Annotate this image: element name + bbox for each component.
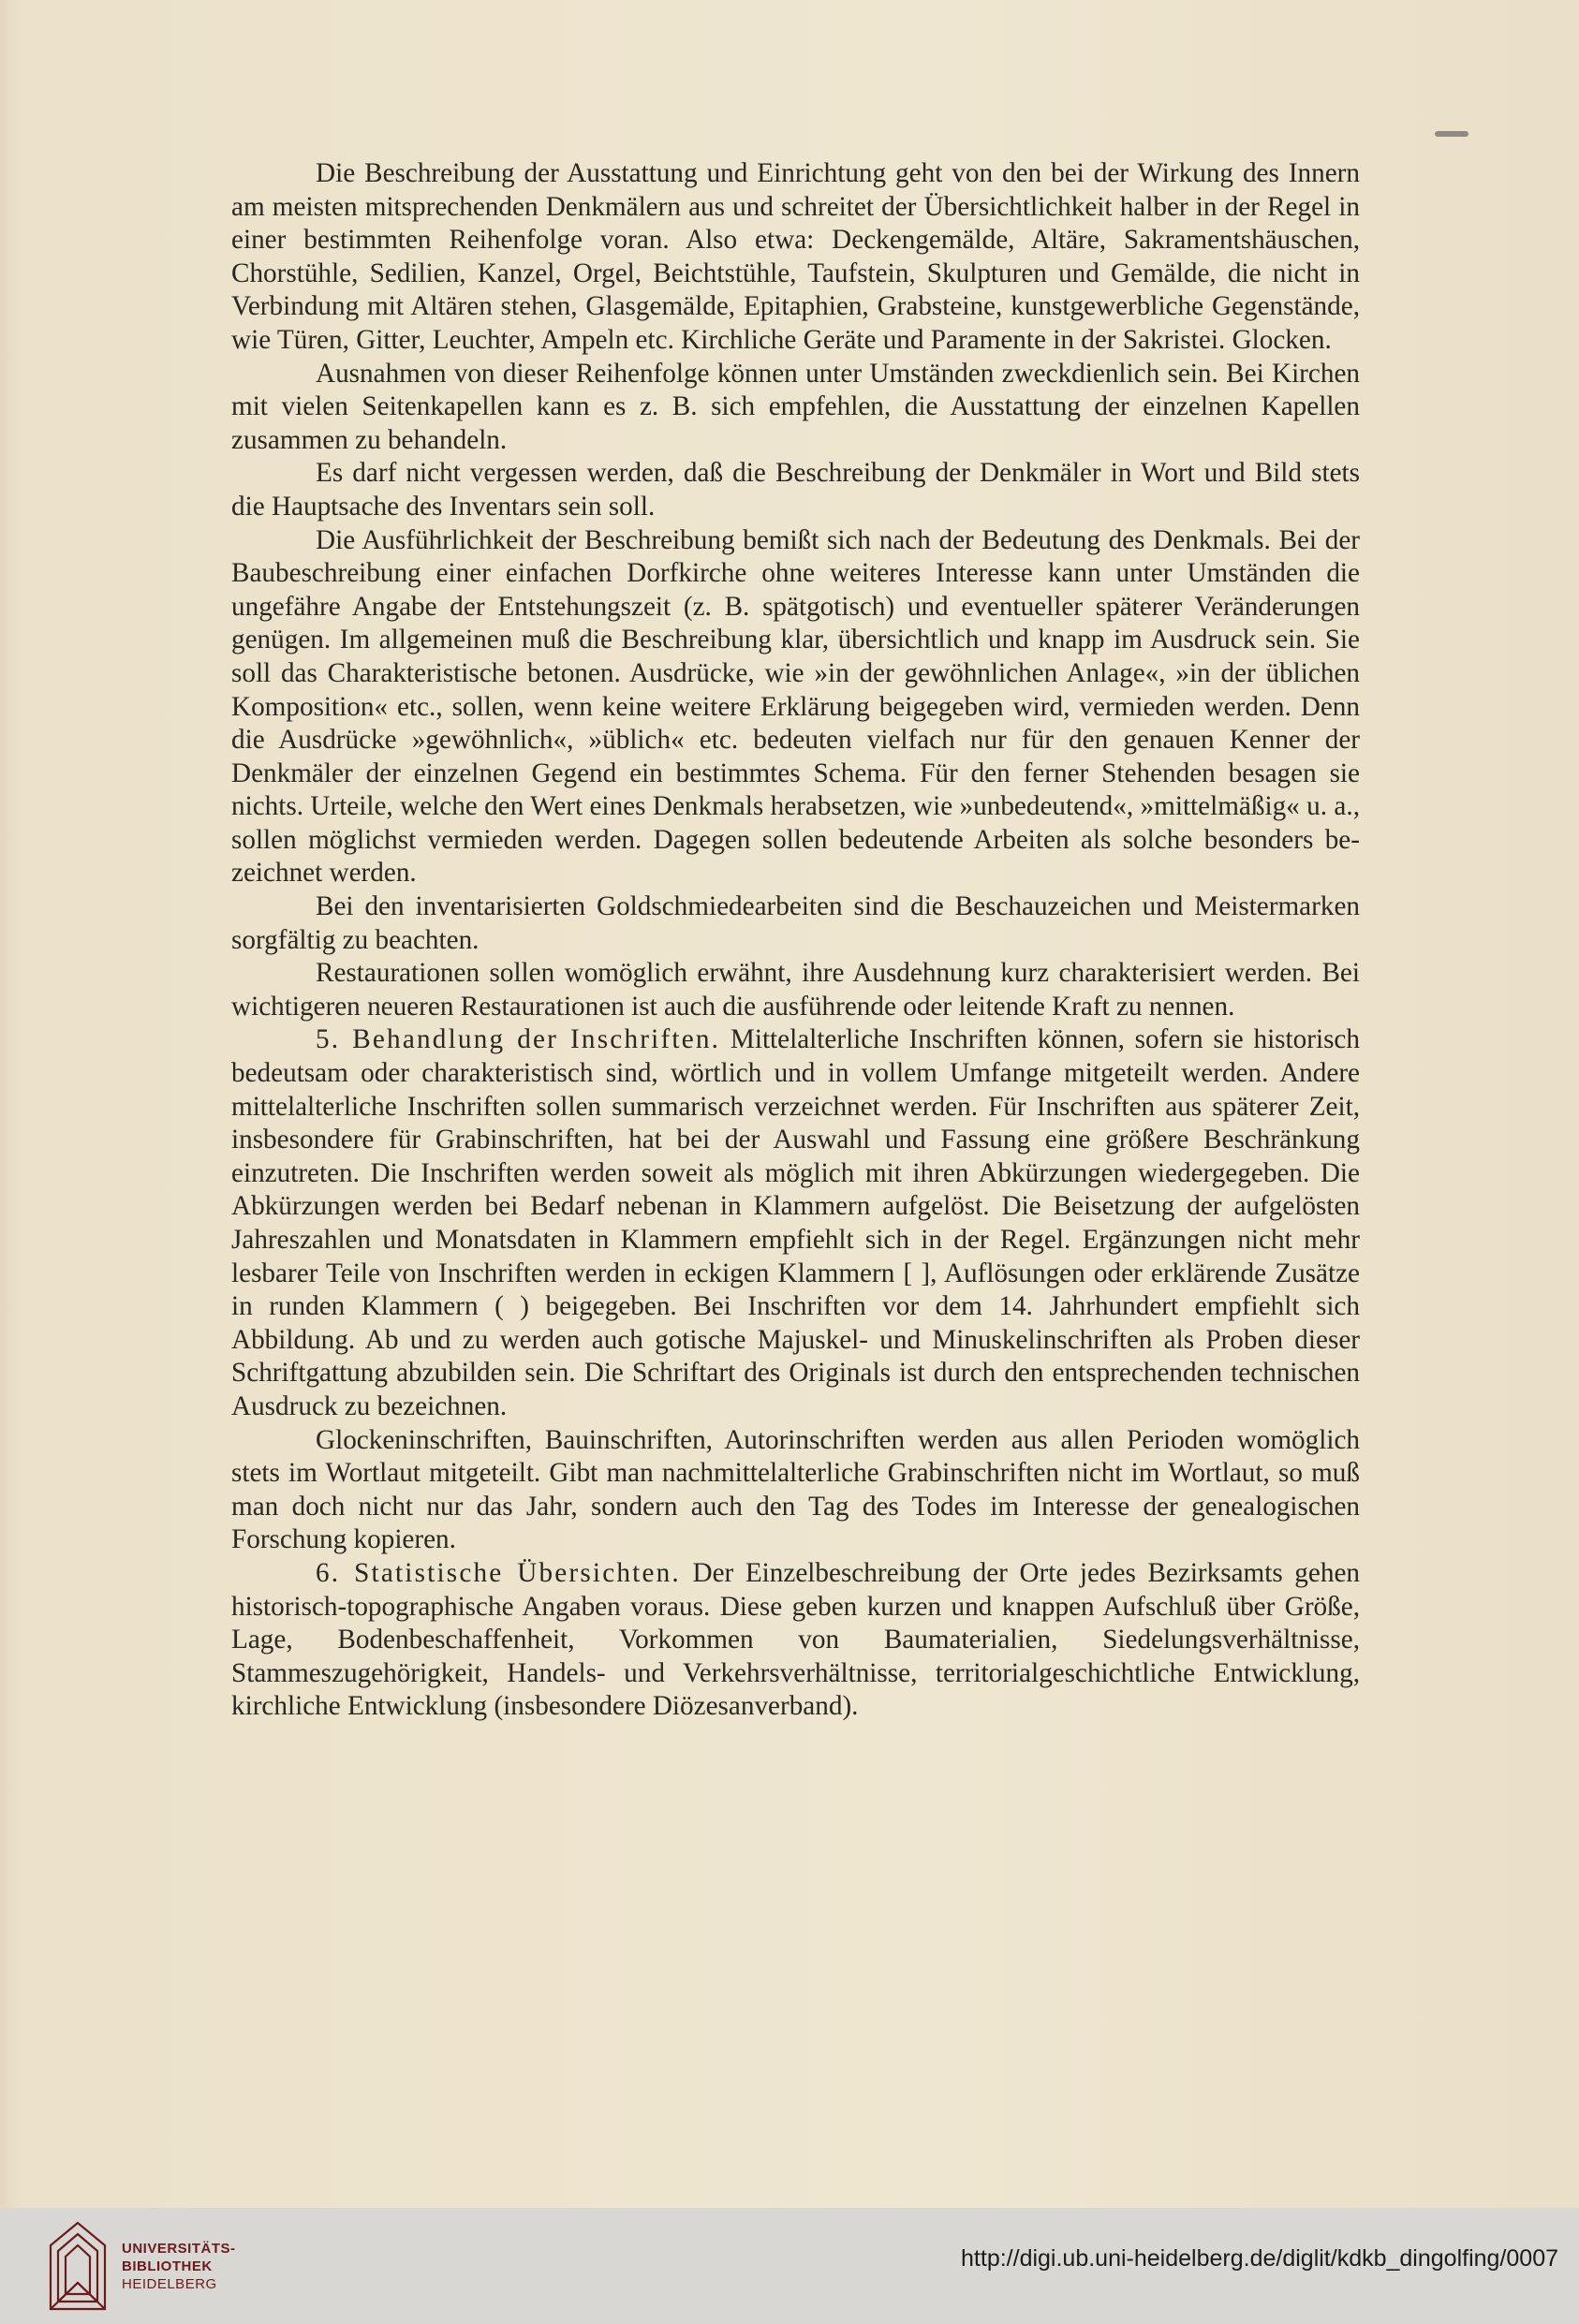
paragraph [231, 1557, 1360, 1724]
paragraph-text: Die Ausführlichkeit der Beschreibung bemißt sich nach der Bedeutung des Denkmals. Bei der Baubeschreibung einer einfachen Dorfkirche ohne weiteres Interesse kann unter Umständen die ungefähre Angabe der Entstehungszeit (z. B. spätgotisch) und eventueller späterer Veränderungen genügen. Im allgemeinen muß die Beschreibung klar, übersichtlich und knapp im Ausdruck sein. Sie soll das Charakteristische betonen. Ausdrücke, wie »in der gewöhnlichen Anlage«, »in der üblichen Komposition« etc., sollen, wenn keine weitere Erklärung beigegeben wird, vermieden werden. Denn die Ausdrücke »gewöhnlich«, »üblich« etc. bedeuten vielfach nur für den genauen Kenner der Denkmäler der einzelnen Gegend ein bestimmtes Schema. Für den ferner Stehenden besagen sie nichts. Urteile, welche den Wert eines Denkmals herabsetzen, wie »unbedeutend«, »mittelmäßig« u. a., sollen möglichst vermieden werden. Dagegen sollen bedeutende Arbeiten als solche besonders bezeichnet werden. [231, 524, 1360, 889]
paragraph [231, 890, 1360, 957]
paragraph [231, 358, 1360, 458]
library-name [122, 2240, 236, 2293]
library-name-line2: BIBLIOTHEK [122, 2258, 213, 2274]
paragraph-text: Restaurationen sollen womöglich erwähnt, ihre Ausdehnung kurz charakterisiert werden. Bei wichtigeren neueren Restaurationen ist auch die ausführende oder leitende Kraft zu nennen. [231, 958, 1360, 1022]
library-name-line1: UNIVERSITÄTS- [122, 2241, 236, 2257]
paragraph-text: Ausnahmen von dieser Reihenfolge können unter Umständen zweckdienlich sein. Bei Kirchen mit vielen Seitenkapellen kann es z. B. sich empfehlen, die Ausstattung der einzelnen Kapellen zusammen zu behandeln. [231, 358, 1360, 455]
section-heading: 6. Statistische Übersichten. [316, 1557, 681, 1588]
body-text [231, 157, 1360, 1724]
paragraph [231, 524, 1360, 891]
paragraph-text: Mittelalterliche Inschriften können, sofern sie historisch bedeutsam oder charakteristisch sind, wörtlich und in vollem Umfange mitgeteilt werden. Andere mittelalterliche Inschriften sollen summarisch verzeichnet werden. Für Inschriften aus späterer Zeit, insbesondere für Grabinschriften, hat bei der Auswahl und Fassung eine größere Beschränkung einzutreten. Die Inschriften werden soweit als möglich mit ihren Abkürzungen wiedergegeben. Die Abkürzungen werden bei Bedarf nebenan in Klammern aufgelöst. Die Beisetzung der aufgelösten Jahreszahlen und Monatsdaten in Klammern empfiehlt sich in der Regel. Ergänzungen nicht mehr lesbarer Teile von Inschriften werden in eckigen Klammern [ ], Auflösungen oder erklärende Zusätze in runden Klammern ( ) beigegeben. Bei Inschriften vor dem 14. Jahrhundert empfiehlt sich Abbildung. Ab und zu werden auch gotische Majuskel- und Minuskelinschriften als Proben dieser Schriftgattung abzubilden sein. Die Schriftart des Originals ist durch den entsprechenden technischen Ausdruck zu bezeichnen. [231, 1024, 1360, 1421]
paragraph [231, 1424, 1360, 1557]
paragraph-text: Glockeninschriften, Bauinschriften, Autorinschriften werden aus allen Perioden womöglich stets im Wortlaut mitgeteilt. Gibt man nachmittelalterliche Grabinschriften nicht im Wortlaut, so muß man doch nicht nur das Jahr, sondern auch den Tag des Todes im Interesse der genealogischen Forschung kopieren. [231, 1424, 1360, 1555]
section-heading: 5. Behandlung der Inschriften. [316, 1024, 721, 1055]
paragraph [231, 457, 1360, 523]
paragraph-text: Die Beschreibung der Ausstattung und Einrichtung geht von den bei der Wirkung des Innern am meisten mitsprechenden Denkmälern aus und schreitet der Übersichtlichkeit halber in der Regel in einer bestimmten Reihenfolge voran. Also etwa: Deckengemälde, Altäre, Sakramentshäuschen, Chorstühle, Sedilien, Kanzel, Orgel, Beichtstühle, Taufstein, Skulpturen und Gemälde, die nicht in Verbindung mit Altären stehen, Glasgemälde, Epitaphien, Grabsteine, kunstgewerbliche Gegenstände, wie Türen, Gitter, Leuchter, Ampeln etc. Kirchliche Geräte und Paramente in der Sakristei. Glocken. [231, 158, 1360, 355]
paragraph-text: Der Einzelbeschreibung der Orte jedes Bezirksamts gehen historisch-topographische Angaben voraus. Diese geben kurzen und knappen Aufschluß über Größe, Lage, Bodenbeschaffenheit, Vorkommen von Baumaterialien, Siedelungsverhältnisse, Stammeszugehörigkeit, Handels- und Verkehrsverhältnisse, territorialgeschichtliche Entwicklung, kirchliche Entwicklung (insbesondere Diözesanverband). [231, 1557, 1361, 1722]
scan-edge-mark [1435, 131, 1468, 137]
paragraph-text: Es darf nicht vergessen werden, daß die Beschreibung der Denkmäler in Wort und Bild stets die Hauptsache des Inventars sein soll. [231, 458, 1360, 522]
library-name-line3: HEIDELBERG [122, 2276, 217, 2292]
source-url-link[interactable]: http://digi.ub.uni-heidelberg.de/diglit/kdkb_dingolfing/0007 [961, 2245, 1558, 2272]
paragraph [231, 1023, 1360, 1423]
paragraph-text: Bei den inventarisierten Goldschmiedearbeiten sind die Beschauzeichen und Meistermarken sorgfältig zu beachten. [231, 891, 1360, 955]
paragraph [231, 957, 1360, 1023]
paragraph [231, 157, 1360, 358]
heidelberg-library-logo-icon [45, 2217, 111, 2315]
